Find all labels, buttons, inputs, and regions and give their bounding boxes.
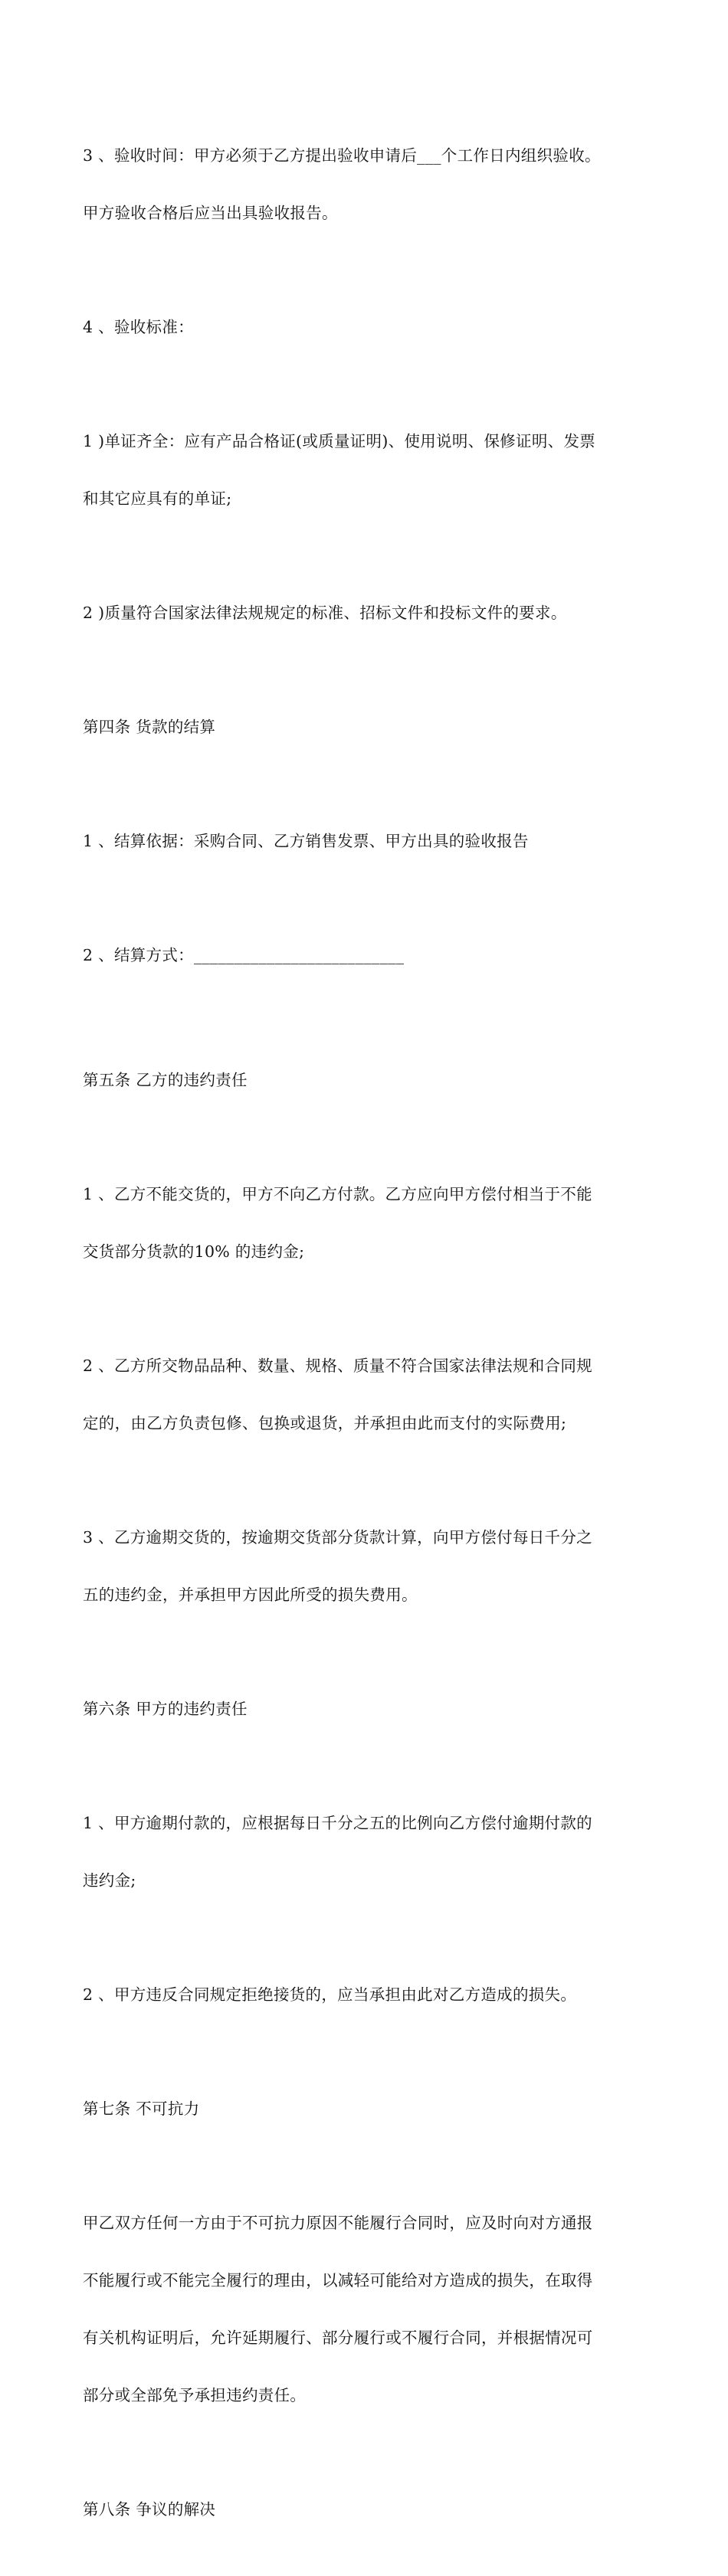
section-heading: 第六条 甲方的违约责任	[83, 1700, 248, 1718]
text-line: 4 、验收标准：	[83, 318, 194, 336]
article-6-heading	[83, 1661, 646, 1757]
text-line: 1 )单证齐全：应有产品合格证(或质量证明)、使用说明、保修证明、发票	[83, 432, 596, 450]
text-line: 五的违约金，并承担甲方因此所受的损失费用。	[83, 1586, 418, 1604]
text-line: 2 、结算方式：__________________________	[83, 946, 405, 964]
section-heading: 第七条 不可抗力	[83, 2100, 200, 2118]
force-majeure-text	[83, 2175, 646, 2443]
article-4-heading	[83, 679, 646, 775]
text-line: 1 、结算依据：采购合同、乙方销售发票、甲方出具的验收报告	[83, 832, 529, 850]
text-line: 1 、乙方不能交货的，甲方不向乙方付款。乙方应向甲方偿付相当于不能	[83, 1185, 592, 1203]
article-7-heading	[83, 2061, 646, 2157]
settlement-basis	[83, 794, 646, 889]
text-line: 3 、验收时间：甲方必须于乙方提出验收申请后___个工作日内组织验收。	[83, 146, 601, 165]
buyer-liability-2	[83, 1947, 646, 2043]
text-line: 有关机构证明后，允许延期履行、部分履行或不履行合同，并根据情况可	[83, 2329, 593, 2347]
text-line: 2 、乙方所交物品品种、数量、规格、质量不符合国家法律法规和合同规	[83, 1357, 592, 1375]
standard-quality	[83, 565, 646, 661]
text-line: 不能履行或不能完全履行的理由，以减轻可能给对方造成的损失，在取得	[83, 2271, 593, 2290]
section-heading: 第五条 乙方的违约责任	[83, 1071, 248, 1089]
text-line: 定的，由乙方负责包修、包换或退货，并承担由此而支付的实际费用;	[83, 1414, 567, 1432]
settlement-method	[83, 908, 646, 1003]
text-line: 甲乙双方任何一方由于不可抗力原因不能履行合同时，应及时向对方通报	[83, 2214, 593, 2232]
text-line: 部分或全部免予承担违约责任。	[83, 2386, 307, 2404]
article-5-heading	[83, 1033, 646, 1128]
seller-liability-3	[83, 1490, 646, 1643]
text-line: 甲方验收合格后应当出具验收报告。	[83, 204, 338, 222]
text-line: 3 、乙方逾期交货的，按逾期交货部分货款计算，向甲方偿付每日千分之	[83, 1528, 592, 1547]
seller-liability-2	[83, 1318, 646, 1471]
section-heading: 第八条 争议的解决	[83, 2500, 216, 2519]
section-heading: 第四条 货款的结算	[83, 718, 216, 736]
text-line: 违约金;	[83, 1871, 136, 1890]
article-8-heading	[83, 2462, 646, 2558]
clause-acceptance-time	[83, 108, 646, 261]
text-line: 2 、甲方违反合同规定拒绝接货的，应当承担由此对乙方造成的损失。	[83, 1985, 577, 2004]
seller-liability-1	[83, 1147, 646, 1300]
clause-acceptance-standard	[83, 280, 646, 375]
text-line: 交货部分货款的10% 的违约金;	[83, 1242, 305, 1261]
text-line: 和其它应具有的单证;	[83, 489, 232, 508]
standard-documents	[83, 394, 646, 547]
text-line: 1 、甲方逾期付款的，应根据每日千分之五的比例向乙方偿付逾期付款的	[83, 1814, 592, 1832]
text-line: 2 )质量符合国家法律法规规定的标准、招标文件和投标文件的要求。	[83, 604, 567, 622]
document-body	[83, 108, 646, 2576]
buyer-liability-1	[83, 1776, 646, 1929]
